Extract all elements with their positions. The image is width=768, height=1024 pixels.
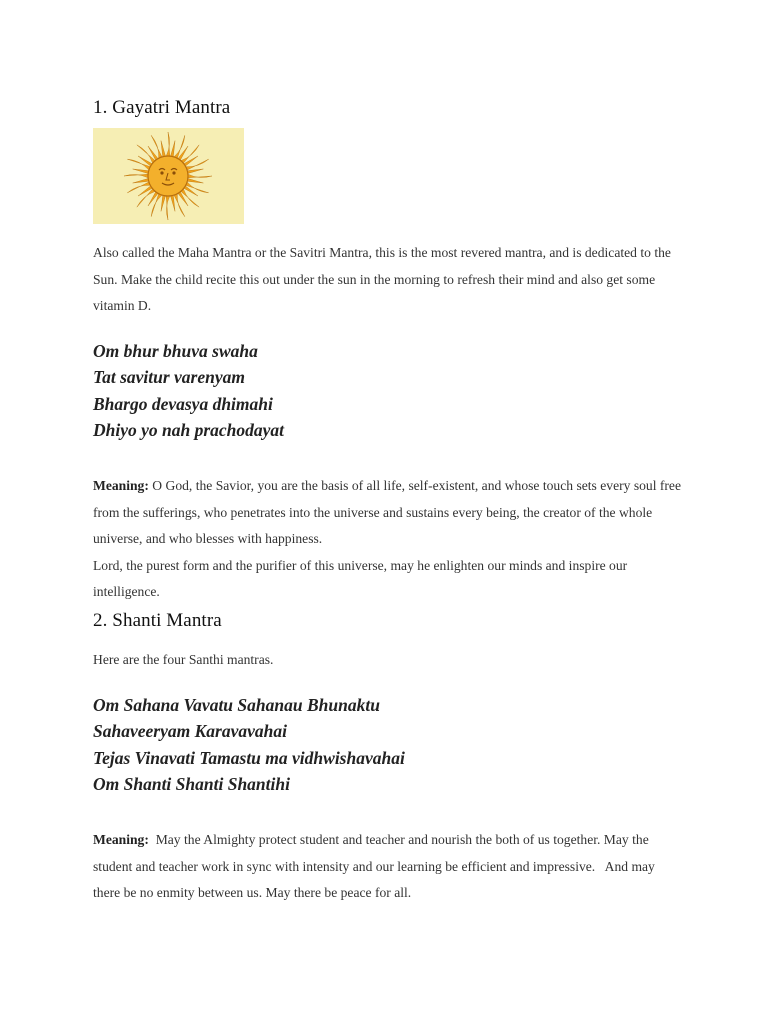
mantra-line: Om Sahana Vavatu Sahanau Bhunaktu (93, 695, 380, 715)
meaning-label: Meaning: (93, 832, 149, 847)
shanti-mantra-verse (93, 692, 405, 797)
meaning-text-2: Lord, the purest form and the purifier of this universe, may he enlighten our minds and inspire our intelligence. (93, 557, 628, 599)
meaning-label: Meaning: (93, 478, 149, 493)
shanti-intro: Here are the four Santhi mantras. (93, 652, 274, 667)
mantra-line: Sahaveeryam Karavavahai (93, 721, 287, 742)
sun-image (93, 128, 244, 224)
gayatri-meaning (93, 473, 683, 606)
mantra-line: Bhargo devasya dhimahi (93, 393, 273, 414)
section-heading-shanti: 2. Shanti Mantra (93, 610, 222, 631)
section-heading-gayatri: 1. Gayatri Mantra (93, 97, 231, 118)
mantra-line: Om bhur bhuva swaha (93, 341, 258, 361)
mantra-line: Om Shanti Shanti Shantihi (93, 773, 290, 794)
meaning-text: May the Almighty protect student and teacher and nourish the both of us together. May the student and teacher work in sync with intensity and our learning be efficient and impressive. And may there be no enmity between us. May there be peace for all. (93, 832, 659, 900)
mantra-line: Dhiyo yo nah prachodayat (93, 419, 285, 440)
shanti-meaning (93, 827, 683, 907)
mantra-line: Tejas Vinavati Tamastu ma vidhwishavahai (93, 747, 405, 768)
mantra-line: Tat savitur varenyam (93, 367, 245, 388)
gayatri-mantra-verse (93, 338, 284, 443)
meaning-text: O God, the Savior, you are the basis of all life, self-existent, and whose touch sets every soul free from the sufferings, who penetrates into the universe and sustains every being, the creator of the whole universe, and who blesses with happiness. (93, 478, 681, 546)
sun-face-icon (93, 128, 244, 224)
gayatri-intro: Also called the Maha Mantra or the Savitri Mantra, this is the most revered mantra, and is dedicated to the Sun. Make the child recite this out under the sun in the morning to refresh their mind and also get some vitamin D. (93, 245, 671, 313)
